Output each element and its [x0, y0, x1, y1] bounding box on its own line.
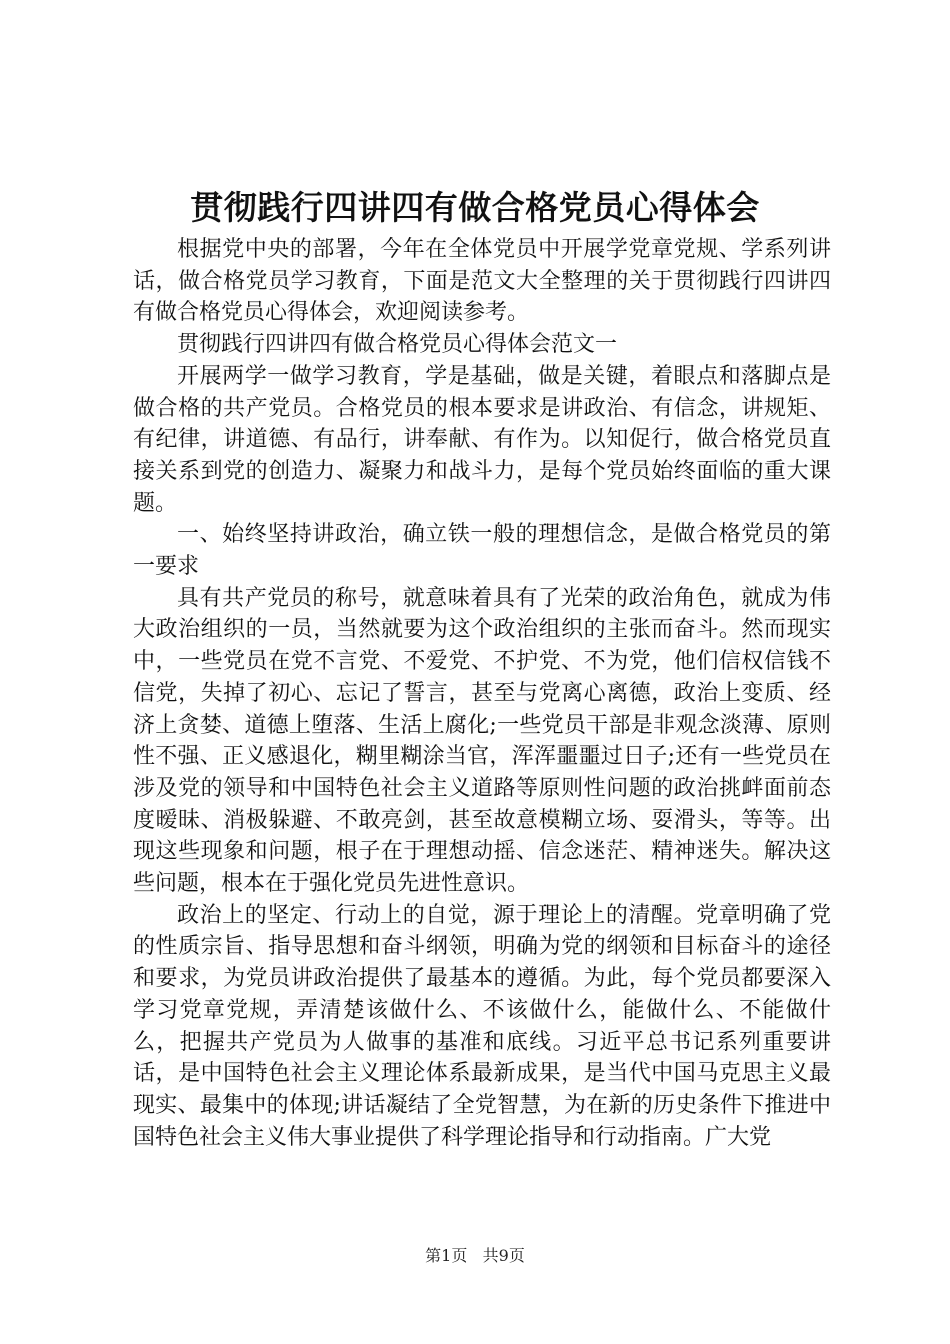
paragraph-intro: 根据党中央的部署，今年在全体党员中开展学党章党规、学系列讲话，做合格党员学习教育，下面是范文大全整理的关于贯彻践行四讲四有做合格党员心得体会，欢迎阅读参考。	[133, 237, 831, 326]
page-number: 第1页	[425, 1246, 468, 1265]
paragraph: 具有共产党员的称号，就意味着具有了光荣的政治角色，就成为伟大政治组织的一员，当然就要为这个政治组织的主张而奋斗。然而现实中，一些党员在党不言党、不爱党、不护党、不为党，他们信权信钱不信党，失掉了初心、忘记了誓言，甚至与党离心离德，政治上变质、经济上贪婪、道德上堕落、生活上腐化;一些党员干部是非观念淡薄、原则性不强、正义感退化，糊里糊涂当官，浑浑噩噩过日子;还有一些党员在涉及党的领导和中国特色社会主义道路等原则性问题的政治挑衅面前态度暧昧、消极躲避、不敢亮剑，甚至故意模糊立场、耍滑头，等等。出现这些现象和问题，根子在于理想动摇、信念迷茫、精神迷失。解决这些问题，根本在于强化党员先进性意识。	[133, 585, 831, 897]
paragraph: 政治上的坚定、行动上的自觉，源于理论上的清醒。党章明确了党的性质宗旨、指导思想和奋斗纲领，明确为党的纲领和目标奋斗的途径和要求，为党员讲政治提供了最基本的遵循。为此，每个党员都要深入学习党章党规，弄清楚该做什么、不该做什么，能做什么、不能做什么，把握共产党员为人做事的基准和底线。习近平总书记系列重要讲话，是中国特色社会主义理论体系最新成果，是当代中国马克思主义最现实、最集中的体现;讲话凝结了全党智慧，为在新的历史条件下推进中国特色社会主义伟大事业提供了科学理论指导和行动指南。广大党	[133, 902, 831, 1150]
page-footer	[0, 1246, 950, 1266]
document-body	[133, 234, 831, 1153]
paragraph-subtitle: 贯彻践行四讲四有做合格党员心得体会范文一	[177, 332, 618, 358]
document-title: 贯彻践行四讲四有做合格党员心得体会	[190, 188, 760, 227]
page-total: 共9页	[482, 1246, 525, 1265]
paragraph: 开展两学一做学习教育，学是基础，做是关键，着眼点和落脚点是做合格的共产党员。合格党员的根本要求是讲政治、有信念，讲规矩、有纪律，讲道德、有品行，讲奉献、有作为。以知促行，做合格党员直接关系到党的创造力、凝聚力和战斗力，是每个党员始终面临的重大课题。	[133, 363, 831, 516]
section-heading: 一、始终坚持讲政治，确立铁一般的理想信念，是做合格党员的第一要求	[133, 522, 831, 580]
